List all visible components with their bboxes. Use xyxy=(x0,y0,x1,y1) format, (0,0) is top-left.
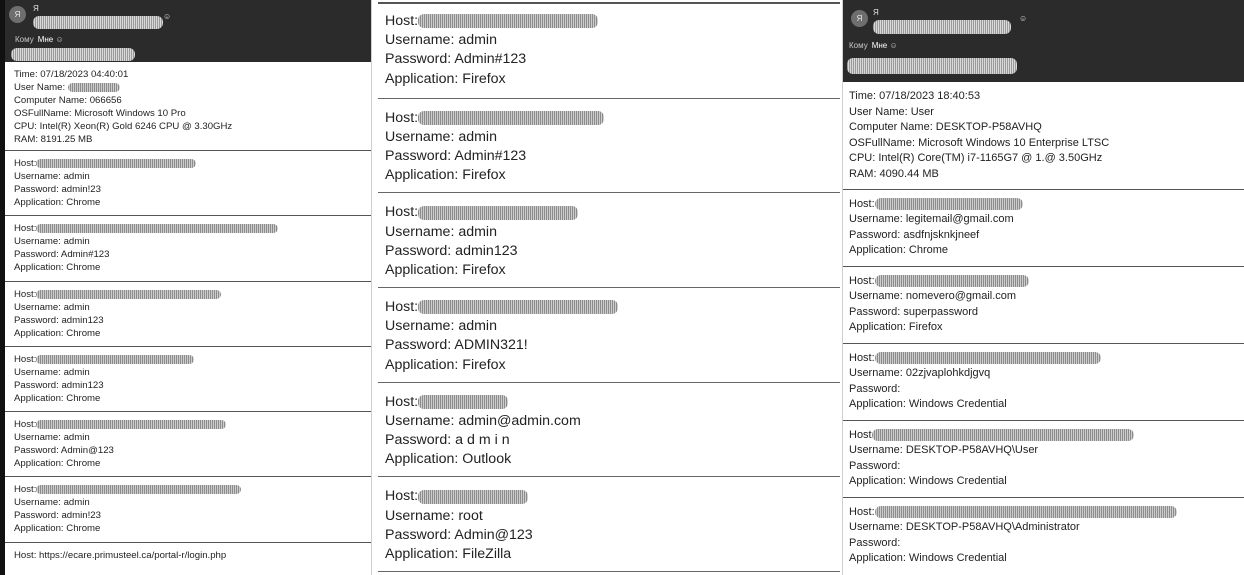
host-line xyxy=(14,483,362,496)
username-line: Username: legitemail@gmail.com xyxy=(849,213,1014,226)
host-label: Host: xyxy=(385,109,419,126)
host-label: Host: xyxy=(14,419,37,431)
application-line: Application: Chrome xyxy=(14,262,101,274)
emoji-icon: ☺ xyxy=(889,41,898,50)
recipient-value[interactable]: Мне xyxy=(871,41,888,50)
username-line: Username: admin@admin.com xyxy=(385,412,581,429)
redacted-host xyxy=(875,275,1029,287)
redacted-host xyxy=(872,429,1134,441)
redacted-host xyxy=(418,395,508,409)
host-label: Host: xyxy=(849,274,875,287)
redacted-user-name xyxy=(68,83,120,92)
credential-record xyxy=(843,190,1244,267)
host-label: Host: xyxy=(385,488,419,505)
application-line: Application: Windows Credential xyxy=(849,475,1007,488)
credential-record xyxy=(5,216,371,281)
application-line: Application: Firefox xyxy=(385,70,506,87)
credential-record xyxy=(378,383,840,478)
host-line xyxy=(14,157,362,170)
recipient-line xyxy=(849,41,898,50)
password-line: Password: Admin#123 xyxy=(14,249,110,261)
username-line: Username: admin xyxy=(14,366,90,378)
host-line xyxy=(849,197,1238,213)
application-line: Application: Chrome xyxy=(14,458,101,470)
host-line xyxy=(385,109,833,128)
host-line xyxy=(385,12,833,31)
password-line: Password: admin123 xyxy=(385,242,518,259)
application-line: Application: Chrome xyxy=(14,392,101,404)
host-line xyxy=(385,393,833,412)
computer-name-line: Computer Name: DESKTOP-P58AVHQ xyxy=(849,121,1042,134)
email-header xyxy=(843,0,1244,82)
password-line: Password: admin!23 xyxy=(14,510,101,522)
os-line: OSFullName: Microsoft Windows 10 Enterprise LTSC xyxy=(849,136,1110,149)
redacted-host xyxy=(36,355,194,364)
host-label: Host: xyxy=(385,13,419,29)
username-line: Username: root xyxy=(385,507,483,524)
redacted-host xyxy=(36,224,278,233)
credential-record xyxy=(843,421,1244,498)
redacted-host xyxy=(36,290,221,299)
host-line xyxy=(14,353,362,366)
application-line: Application: FileZilla xyxy=(385,546,512,563)
credential-record xyxy=(5,543,371,562)
application-line: Application: Windows Credential xyxy=(849,398,1007,411)
host-label: Host: xyxy=(849,505,875,518)
password-line: Password: Admin@123 xyxy=(14,445,114,457)
host-label: Host: xyxy=(14,223,37,235)
ram-line: RAM: 4090.44 MB xyxy=(849,167,939,180)
recipient-label: Кому xyxy=(849,41,868,50)
host-label: Host: xyxy=(14,288,37,300)
username-line: Username: 02zjvaplohkdjgvq xyxy=(849,367,991,380)
username-line: Username: admin xyxy=(14,171,90,182)
left-email-panel xyxy=(0,0,372,575)
host-label: Host: xyxy=(385,299,419,316)
username-line: Username: admin xyxy=(385,223,497,240)
redacted-host xyxy=(875,352,1101,364)
redacted-subject xyxy=(11,48,135,61)
application-line: Application: Windows Credential xyxy=(849,552,1007,565)
application-line: Application: Chrome xyxy=(14,197,101,208)
host-line xyxy=(14,288,362,301)
host-label: Host: xyxy=(14,353,37,365)
emoji-icon[interactable]: ☺ xyxy=(163,12,172,21)
redacted-host xyxy=(418,490,528,504)
credential-record xyxy=(378,99,840,194)
host-line xyxy=(14,418,362,431)
host-label: Host xyxy=(849,428,872,441)
host-line: Host: https://ecare.primusteel.ca/portal-r/login.php xyxy=(14,549,227,561)
username-line: Username: admin xyxy=(14,236,90,248)
sender-avatar[interactable]: Я xyxy=(9,6,26,23)
password-line: Password: Admin#123 xyxy=(385,51,527,68)
emoji-icon: ☺ xyxy=(55,35,64,44)
recipient-line xyxy=(15,35,64,44)
redacted-host xyxy=(875,198,1023,210)
redacted-host xyxy=(418,206,578,220)
middle-email-panel xyxy=(378,0,840,575)
username-line: Username: admin xyxy=(14,301,90,313)
password-line: Password: xyxy=(849,459,901,472)
cpu-line: CPU: Intel(R) Xeon(R) Gold 6246 CPU @ 3.30GHz xyxy=(14,121,233,132)
username-line: Username: nomevero@gmail.com xyxy=(849,290,1017,303)
redacted-host xyxy=(418,300,618,314)
emoji-icon[interactable]: ☺ xyxy=(1019,14,1028,23)
password-line: Password: admin123 xyxy=(14,379,104,391)
system-info-block xyxy=(5,62,371,151)
credential-record xyxy=(378,4,840,99)
username-line: Username: admin xyxy=(385,32,497,49)
host-line xyxy=(385,487,833,506)
host-line xyxy=(14,222,362,235)
password-line: Password: a d m i n xyxy=(385,432,510,449)
application-line: Application: Chrome xyxy=(14,327,101,339)
password-line: Password: superpassword xyxy=(849,305,979,318)
redacted-host xyxy=(36,159,196,168)
username-line: Username: admin xyxy=(14,432,90,444)
password-line: Password: admin!23 xyxy=(14,184,101,195)
credential-record xyxy=(843,267,1244,344)
credential-record xyxy=(378,477,840,572)
host-label: Host: xyxy=(385,204,419,221)
host-label: Host: xyxy=(849,351,875,364)
username-line: Username: admin xyxy=(14,497,90,509)
username-line: Username: admin xyxy=(385,318,497,335)
host-line xyxy=(849,274,1238,290)
password-line: Password: admin123 xyxy=(14,314,104,326)
recipient-label: Кому xyxy=(15,35,34,44)
user-name-line: User Name: User xyxy=(849,105,934,118)
host-line xyxy=(849,351,1238,367)
application-line: Application: Chrome xyxy=(849,244,949,257)
sender-name: Я xyxy=(873,8,879,17)
credential-record xyxy=(378,288,840,383)
redacted-sender-email xyxy=(873,20,1011,34)
ram-line: RAM: 8191.25 MB xyxy=(14,134,93,145)
host-label: Host: xyxy=(14,484,37,496)
password-line: Password: Admin#123 xyxy=(385,148,527,165)
time-line: Time: 07/18/2023 04:40:01 xyxy=(14,69,129,80)
email-header xyxy=(5,0,371,62)
host-line xyxy=(385,203,833,222)
recipient-value[interactable]: Мне xyxy=(37,35,54,44)
redacted-host xyxy=(36,485,241,494)
host-line xyxy=(385,298,833,317)
username-line: Username: admin xyxy=(385,128,497,145)
application-line: Application: Outlook xyxy=(385,451,512,468)
username-line: Username: DESKTOP-P58AVHQ\Administrator xyxy=(849,521,1080,534)
credential-record xyxy=(5,282,371,347)
application-line: Application: Firefox xyxy=(385,356,506,373)
system-info-block xyxy=(843,82,1244,190)
credential-record xyxy=(843,344,1244,421)
computer-name-line: Computer Name: 066656 xyxy=(14,95,122,106)
user-name-line xyxy=(14,81,362,94)
credential-record xyxy=(5,477,371,542)
host-line xyxy=(849,428,1238,444)
redacted-host xyxy=(36,420,226,429)
credential-record xyxy=(5,412,371,477)
host-label: Host: xyxy=(849,197,875,210)
credential-record xyxy=(5,347,371,412)
password-line: Password: xyxy=(849,536,901,549)
application-line: Application: Firefox xyxy=(385,261,506,278)
redacted-host xyxy=(418,111,604,125)
redacted-sender-email xyxy=(33,16,163,29)
sender-name: Я xyxy=(33,4,39,13)
application-line: Application: Chrome xyxy=(14,523,101,535)
password-line: Password: xyxy=(849,382,901,395)
credential-record xyxy=(378,193,840,288)
redacted-host xyxy=(875,506,1177,518)
redacted-subject xyxy=(847,58,1017,74)
application-line: Application: Firefox xyxy=(385,167,506,184)
time-line: Time: 07/18/2023 18:40:53 xyxy=(849,90,981,102)
host-label: Host: xyxy=(14,158,37,169)
application-line: Application: Firefox xyxy=(849,321,943,334)
password-line: Password: Admin@123 xyxy=(385,526,533,543)
credential-record xyxy=(5,151,371,216)
redacted-host xyxy=(418,14,598,28)
sender-avatar[interactable]: Я xyxy=(851,10,868,27)
user-name-label: User Name: xyxy=(14,82,66,93)
host-line xyxy=(849,505,1238,521)
username-line: Username: DESKTOP-P58AVHQ\User xyxy=(849,444,1039,457)
credential-record xyxy=(843,498,1244,575)
os-line: OSFullName: Microsoft Windows 10 Pro xyxy=(14,108,186,119)
password-line: Password: ADMIN321! xyxy=(385,337,528,354)
host-label: Host: xyxy=(385,393,419,410)
cpu-line: CPU: Intel(R) Core(TM) i7-1165G7 @ 1.@ 3.50GHz xyxy=(849,152,1103,165)
password-line: Password: asdfnjsknkjneef xyxy=(849,228,980,241)
right-email-panel xyxy=(842,0,1244,575)
